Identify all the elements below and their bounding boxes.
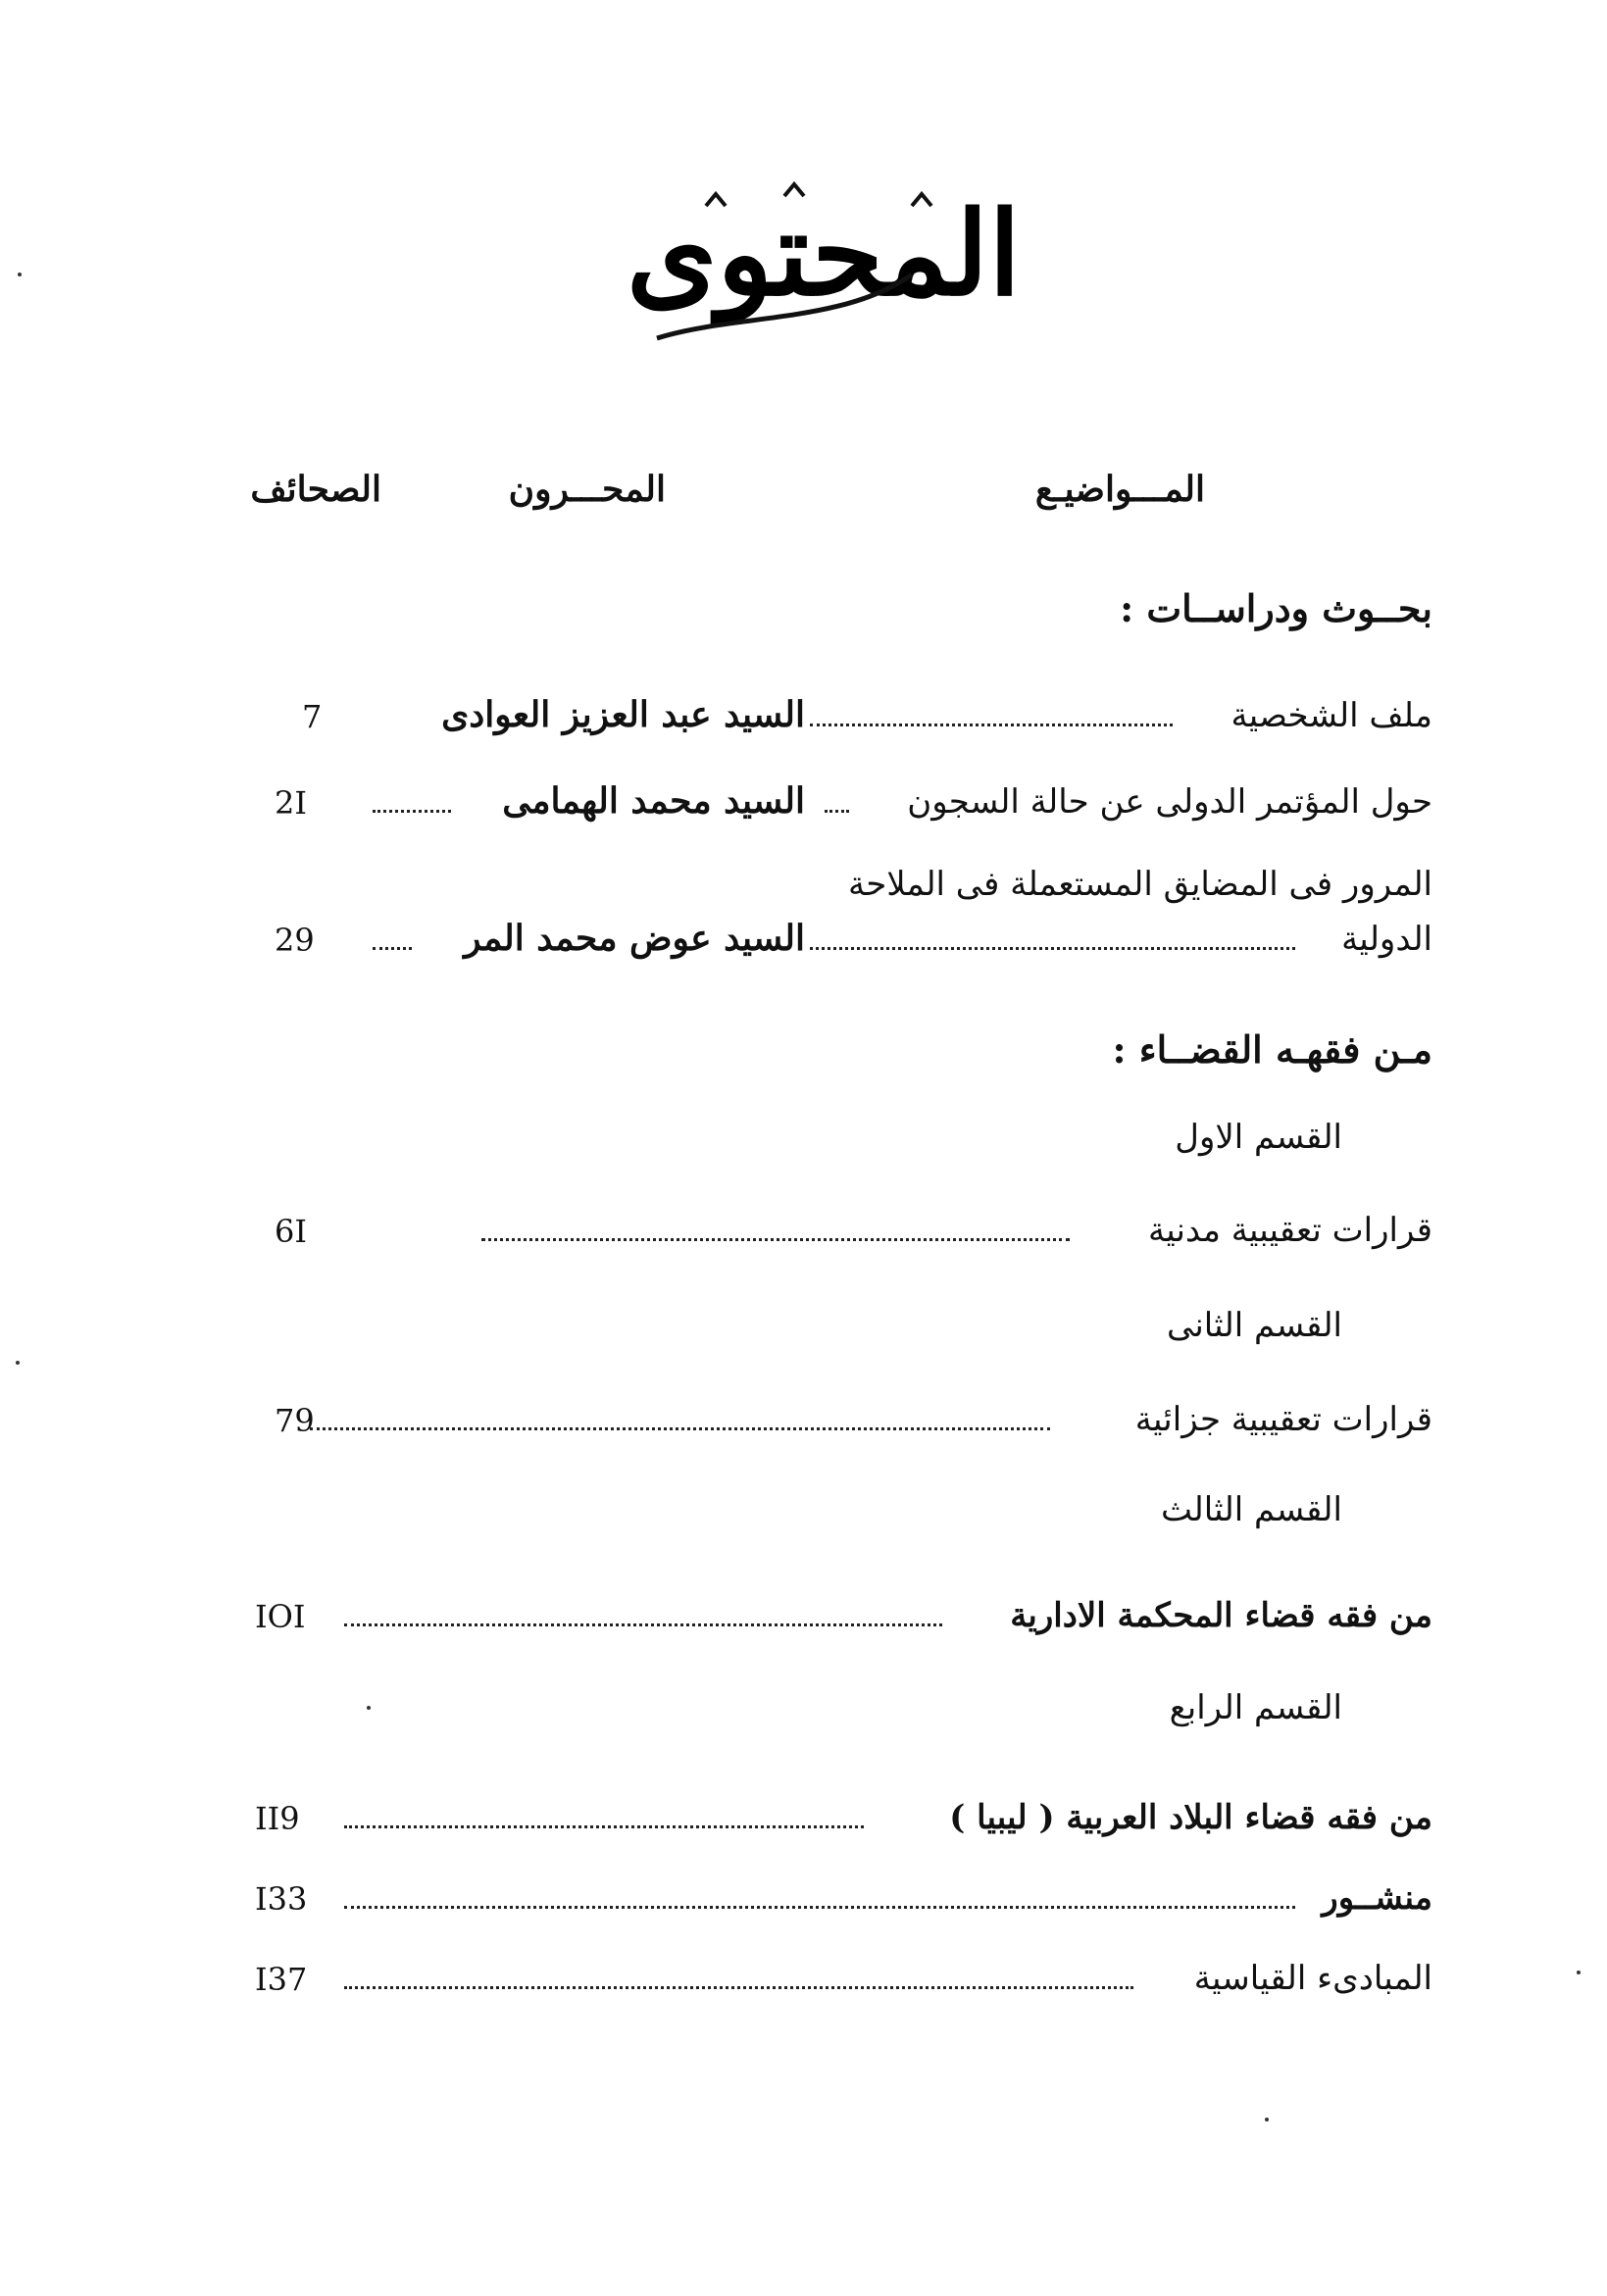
entry-topic: الدولية bbox=[1341, 920, 1432, 959]
scan-speck bbox=[1577, 1971, 1581, 1974]
dot-leader bbox=[344, 1906, 1295, 1909]
entry-topic: من فقه قضاء المحكمة الادارية bbox=[1010, 1596, 1432, 1635]
entry-topic: المبادىء القياسية bbox=[1193, 1959, 1432, 1998]
dot-leader bbox=[310, 1427, 1050, 1430]
scan-speck bbox=[16, 1361, 20, 1365]
toc-entry bbox=[235, 1959, 1432, 2010]
column-header-pages: الصحائف bbox=[250, 469, 381, 510]
page-title bbox=[588, 167, 1059, 363]
entry-page: I37 bbox=[255, 1961, 308, 1998]
section-heading-research: بحــوث ودراســات : bbox=[1120, 586, 1432, 630]
entry-topic: منشــور bbox=[1322, 1878, 1432, 1918]
title-calligraphy bbox=[588, 167, 1059, 363]
toc-entry bbox=[235, 1400, 1432, 1451]
scan-speck bbox=[367, 1706, 371, 1710]
entry-page: 6I bbox=[275, 1213, 307, 1250]
scan-speck bbox=[1265, 2118, 1269, 2121]
toc-entry bbox=[235, 782, 1432, 833]
scan-speck bbox=[18, 273, 22, 276]
dot-leader bbox=[810, 947, 1295, 950]
entry-author: السيد محمد الهمامى bbox=[502, 780, 805, 822]
toc-entry bbox=[235, 1878, 1432, 1929]
entry-page: II9 bbox=[255, 1800, 300, 1837]
dot-leader bbox=[344, 1986, 1133, 1989]
entry-topic-line1: المرور فى المضايق المستعملة فى الملاحة bbox=[848, 865, 1432, 904]
entry-page: I33 bbox=[255, 1880, 308, 1918]
dot-leader bbox=[810, 724, 1173, 726]
dot-leader bbox=[344, 1825, 864, 1828]
dot-leader bbox=[373, 810, 451, 813]
section-heading-jurisprudence: مـن فقهـه القضــاء : bbox=[1112, 1027, 1432, 1072]
toc-entry bbox=[235, 920, 1432, 971]
toc-entry bbox=[235, 1211, 1432, 1262]
part-heading: القسم الرابع bbox=[1169, 1688, 1342, 1727]
entry-topic: قرارات تعقيبية مدنية bbox=[1147, 1211, 1432, 1250]
dot-leader bbox=[373, 947, 412, 950]
column-header-topics: المـــواضيـع bbox=[1034, 469, 1205, 510]
entry-page: 79 bbox=[275, 1402, 315, 1439]
entry-topic: قرارات تعقيبية جزائية bbox=[1134, 1400, 1432, 1439]
entry-page: 29 bbox=[275, 922, 315, 959]
entry-topic: ملف الشخصية bbox=[1230, 696, 1432, 735]
part-heading: القسم الثانى bbox=[1167, 1306, 1342, 1345]
part-heading: القسم الثالث bbox=[1161, 1490, 1342, 1529]
entry-page: 2I bbox=[275, 784, 307, 822]
title-text: المحتوى bbox=[626, 185, 1022, 322]
dot-leader bbox=[481, 1238, 1070, 1241]
toc-entry bbox=[235, 696, 1432, 747]
toc-entry bbox=[235, 1596, 1432, 1647]
entry-topic: حول المؤتمر الدولى عن حالة السجون bbox=[907, 782, 1432, 822]
entry-topic: من فقه قضاء البلاد العربية ( ليبيا ) bbox=[949, 1798, 1432, 1837]
dot-leader bbox=[344, 1623, 942, 1626]
dot-leader bbox=[825, 810, 849, 813]
column-header-editors: المحـــرون bbox=[508, 469, 666, 510]
entry-author: السيد عبد العزيز العوادى bbox=[441, 694, 805, 735]
toc-entry bbox=[235, 1798, 1432, 1849]
entry-page: IOI bbox=[255, 1598, 306, 1635]
part-heading: القسم الاول bbox=[1175, 1118, 1342, 1157]
entry-page: 7 bbox=[302, 698, 323, 735]
entry-author: السيد عوض محمد المر bbox=[464, 918, 805, 959]
